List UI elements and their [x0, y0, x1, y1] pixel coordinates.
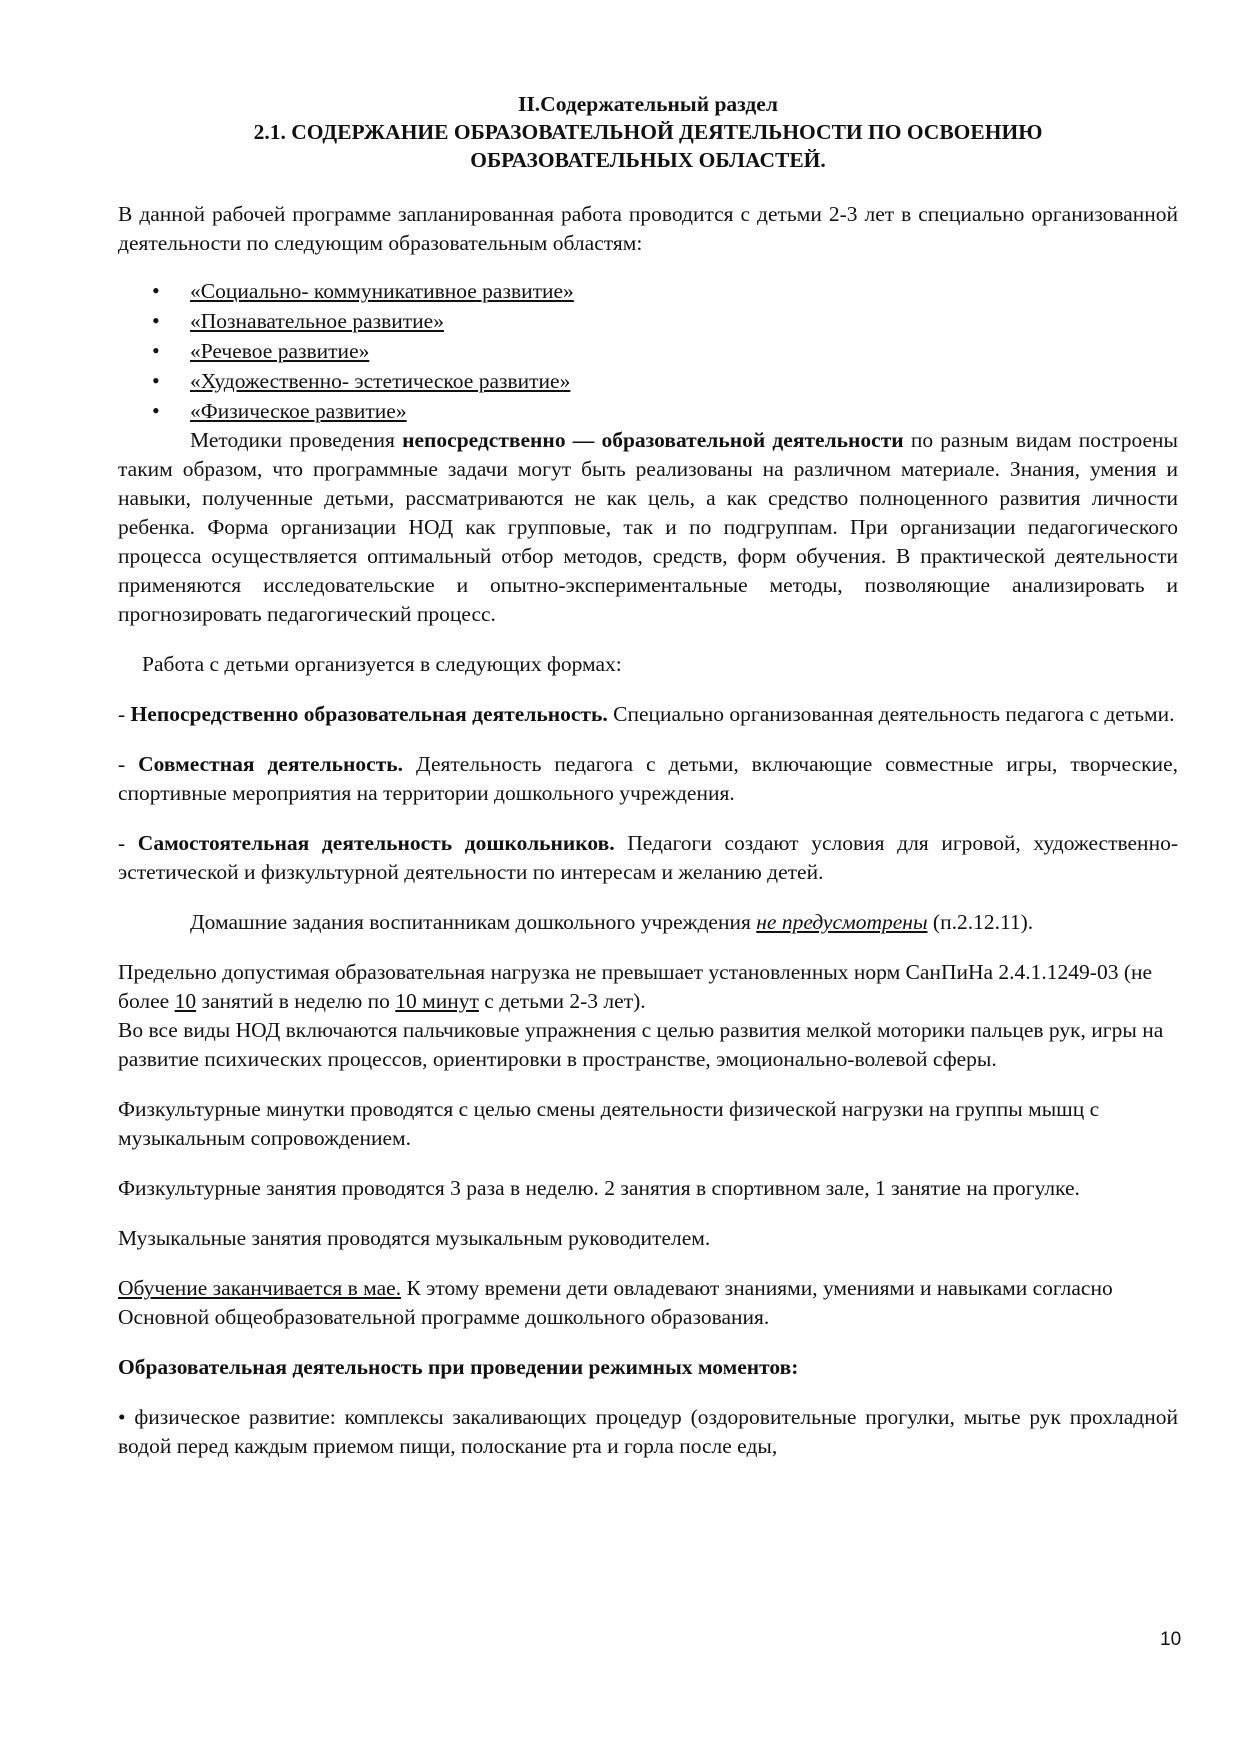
areas-list	[118, 276, 1178, 426]
list-item: • «Социально- коммуникативное развитие»	[190, 276, 1178, 306]
regime-heading: Образовательная деятельность при проведении режимных моментов:	[118, 1355, 799, 1379]
music-paragraph: Музыкальные занятия проводятся музыкальным руководителем.	[118, 1226, 711, 1250]
list-item: • «Художественно- эстетическое развитие»	[190, 366, 1178, 396]
load-paragraph: Предельно допустимая образовательная нагрузка не превышает установленных норм СанПиНа 2.4.1.1249-03 (не более 10 занятий в неделю по 10 минут с детьми 2-3 лет).	[118, 960, 1153, 1013]
form-item: - Непосредственно образовательная деятельность. Специально организованная деятельность педагога с детьми.	[118, 702, 1175, 726]
forms-intro: Работа с детьми организуется в следующих формах:	[142, 652, 622, 676]
section-heading: II.Содержательный раздел	[518, 92, 778, 116]
title-line-1: 2.1. СОДЕРЖАНИЕ ОБРАЗОВАТЕЛЬНОЙ ДЕЯТЕЛЬНОСТИ ПО ОСВОЕНИЮ	[253, 120, 1043, 144]
form-item: - Совместная деятельность. Деятельность педагога с детьми, включающие совместные игры, творческие, спортивные мероприятия на территории дошкольного учреждения.	[118, 752, 1178, 805]
form-item: - Самостоятельная деятельность дошкольников. Педагоги создают условия для игровой, художественно-эстетической и физкультурной деятельности по интересам и желанию детей.	[118, 831, 1178, 884]
document-page	[118, 90, 1178, 1482]
intro-paragraph: В данной рабочей программе запланированная работа проводится с детьми 2-3 лет в специально организованной деятельности по следующим образовательным областям:	[118, 202, 1178, 255]
homework-paragraph: Домашние задания воспитанникам дошкольного учреждения не предусмотрены (п.2.12.11).	[190, 910, 1034, 934]
regime-item: • физическое развитие: комплексы закаливающих процедур (оздоровительные прогулки, мытье рук прохладной водой перед каждым приемом пищи, полоскание рта и горла после еды,	[118, 1405, 1178, 1458]
list-item: • «Познавательное развитие»	[190, 306, 1178, 336]
title-line-2: ОБРАЗОВАТЕЛЬНЫХ ОБЛАСТЕЙ.	[470, 148, 826, 172]
methods-paragraph: Методики проведения непосредственно — образовательной деятельности по разным видам построены таким образом, что программные задачи могут быть реализованы на различном материале. Знания, умения и навыки, полученные детьми, рассматриваются не как цель, а как средство полноценного развития личности ребенка. Форма организации НОД как групповые, так и по подгруппам. При организации педагогического процесса осуществляется оптимальный отбор методов, средств, форм обучения. В практической деятельности применяются исследовательские и опытно-экспериментальные методы, позволяющие анализировать и прогнозировать педагогический процесс.	[118, 428, 1178, 626]
list-item: • «Физическое развитие»	[190, 396, 1178, 426]
finger-exercises-paragraph: Во все виды НОД включаются пальчиковые упражнения с целью развития мелкой моторики пальцев рук, игры на развитие психических процессов, ориентировки в пространстве, эмоционально-волевой сферы.	[118, 1018, 1164, 1071]
page-number: 10	[1160, 1629, 1182, 1650]
phys-classes-paragraph: Физкультурные занятия проводятся 3 раза в неделю. 2 занятия в спортивном зале, 1 занятие на прогулке.	[118, 1176, 1080, 1200]
phys-minutes-paragraph: Физкультурные минутки проводятся с целью смены деятельности физической нагрузки на группы мышц с музыкальным сопровождением.	[118, 1097, 1100, 1150]
end-paragraph: Обучение заканчивается в мае. К этому времени дети овладевают знаниями, умениями и навыками согласно Основной общеобразовательной программе дошкольного образования.	[118, 1276, 1113, 1329]
list-item: • «Речевое развитие»	[190, 336, 1178, 366]
